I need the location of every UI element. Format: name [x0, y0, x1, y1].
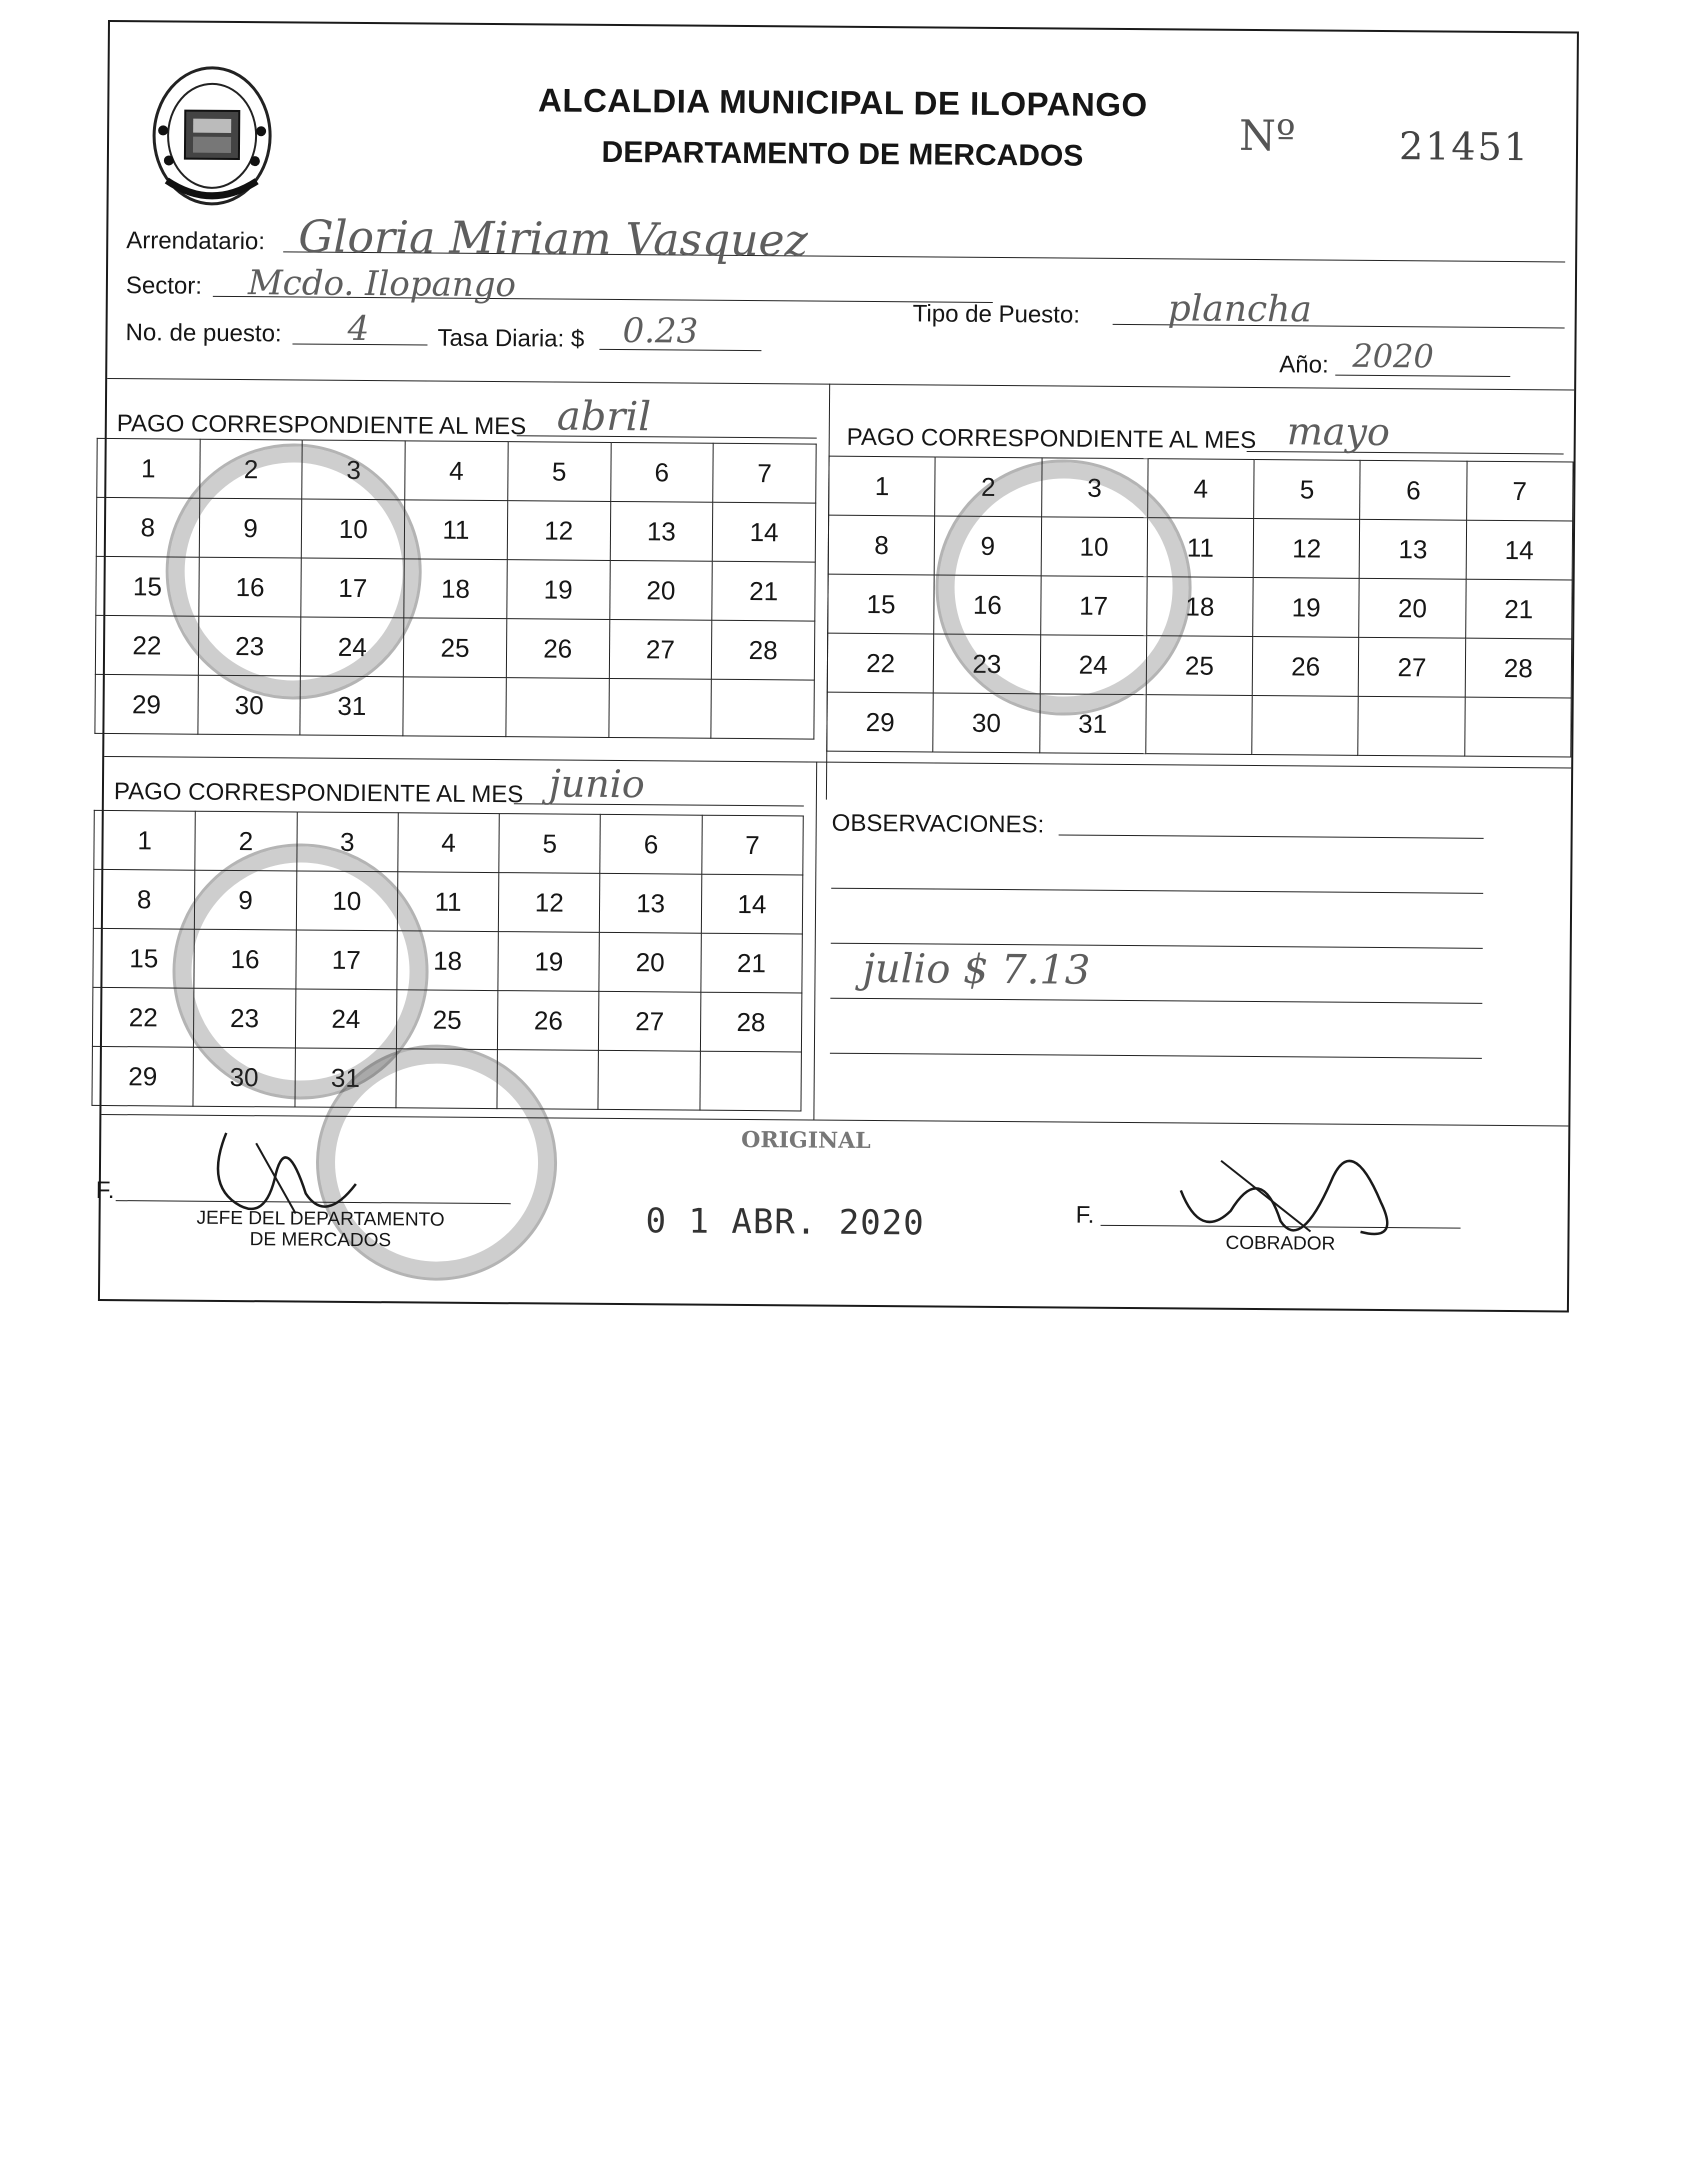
day-cell: 30 [198, 675, 301, 735]
day-cell: 12 [1253, 519, 1360, 579]
observaciones-line [830, 1053, 1482, 1059]
day-cell: 9 [934, 516, 1041, 576]
numero-puesto-value: 4 [347, 308, 370, 350]
day-cell: 21 [712, 561, 815, 621]
observaciones-label: OBSERVACIONES: [831, 809, 1045, 839]
day-cell: 7 [713, 443, 816, 503]
day-cell: 23 [194, 988, 296, 1048]
day-cell: 6 [610, 442, 713, 502]
day-cell: 18 [1147, 577, 1254, 637]
day-cell: 17 [295, 930, 397, 990]
office-title: ALCALDIA MUNICIPAL DE ILOPANGO [537, 81, 1148, 124]
day-cell: 4 [398, 813, 500, 873]
day-cell: 14 [712, 502, 815, 562]
day-cell: 15 [96, 556, 199, 616]
month-1-value: abril [556, 393, 652, 441]
day-cell: 19 [498, 932, 600, 992]
receipt-number-label: Nº [1238, 110, 1296, 161]
day-cell: 16 [934, 575, 1041, 635]
day-cell: 12 [498, 873, 600, 933]
date-stamp: 0 1 ABR. 2020 [645, 1201, 925, 1244]
day-cell: 1 [94, 810, 196, 870]
receipt-number: 21451 [1398, 124, 1531, 170]
day-cell: 29 [92, 1046, 194, 1106]
day-cell: 29 [95, 674, 198, 734]
day-cell: 10 [296, 871, 398, 931]
month-3-value: junio [548, 761, 645, 807]
day-cell: 11 [1147, 518, 1254, 578]
day-cell: 27 [609, 619, 712, 679]
day-cell: 9 [199, 498, 302, 558]
observaciones-line [1059, 834, 1484, 838]
empty-day-cell [608, 678, 711, 738]
day-cell: 22 [92, 987, 194, 1047]
empty-day-cell [711, 679, 814, 739]
day-cell: 20 [599, 932, 701, 992]
day-cell: 20 [609, 560, 712, 620]
day-cell: 5 [508, 442, 611, 502]
day-cell: 22 [827, 633, 934, 693]
day-cell: 12 [507, 501, 610, 561]
day-cell: 9 [195, 870, 297, 930]
ano-label: Año: [1279, 351, 1329, 379]
day-cell: 30 [193, 1047, 295, 1107]
day-cell: 15 [828, 574, 935, 634]
day-cell: 26 [506, 619, 609, 679]
empty-day-cell [1252, 696, 1359, 756]
receipt-form [95, 20, 1579, 1313]
day-cell: 2 [935, 457, 1042, 517]
empty-day-cell [506, 678, 609, 738]
sector-label: Sector: [125, 272, 203, 300]
day-cell: 2 [199, 439, 302, 499]
day-cell: 4 [405, 441, 508, 501]
day-cell: 7 [701, 815, 803, 875]
department-subtitle: DEPARTAMENTO DE MERCADOS [601, 135, 1084, 173]
ano-value: 2020 [1352, 336, 1434, 376]
day-cell: 30 [933, 693, 1040, 753]
numero-puesto-label: No. de puesto: [125, 319, 282, 348]
day-cell: 29 [827, 692, 934, 752]
day-cell: 8 [828, 515, 935, 575]
day-cell: 10 [302, 499, 405, 559]
day-cell: 24 [301, 617, 404, 677]
empty-day-cell [598, 1050, 700, 1110]
empty-day-cell [1358, 696, 1465, 756]
day-cell: 6 [1360, 460, 1467, 520]
day-cell: 26 [498, 991, 600, 1051]
day-cell: 14 [1466, 520, 1573, 580]
day-cell: 17 [301, 558, 404, 618]
day-cell: 16 [199, 557, 302, 617]
arrendatario-value: Gloria Miriam Vasquez [298, 211, 808, 267]
day-cell: 4 [1147, 459, 1254, 519]
day-cell: 19 [507, 560, 610, 620]
day-cell: 8 [96, 497, 199, 557]
jefe-title-line1: JEFE DEL DEPARTAMENTO [196, 1207, 445, 1231]
day-cell: 1 [829, 456, 936, 516]
day-cell: 17 [1040, 576, 1147, 636]
day-cell: 6 [600, 814, 702, 874]
month-2-value: mayo [1286, 409, 1391, 455]
day-cell: 24 [1040, 635, 1147, 695]
round-stamp [165, 442, 423, 700]
day-cell: 19 [1253, 578, 1360, 638]
sector-value: Mcdo. Ilopango [247, 263, 517, 306]
day-cell: 8 [93, 869, 195, 929]
empty-day-cell [1464, 697, 1571, 757]
month-1-label: PAGO CORRESPONDIENTE AL MES [116, 410, 527, 441]
day-cell: 31 [1039, 694, 1146, 754]
day-cell: 23 [198, 616, 301, 676]
tasa-diaria-value: 0.23 [622, 311, 699, 352]
day-cell: 27 [1359, 637, 1466, 697]
day-cell: 25 [396, 990, 498, 1050]
day-cell: 18 [404, 559, 507, 619]
day-cell: 7 [1466, 461, 1573, 521]
f-label-left: F. [95, 1176, 115, 1205]
cobrador-title: COBRADOR [1225, 1232, 1336, 1255]
day-cell: 28 [712, 620, 815, 680]
day-cell: 18 [397, 931, 499, 991]
day-cell: 11 [397, 872, 499, 932]
observaciones-line [831, 888, 1483, 894]
day-cell: 21 [701, 933, 803, 993]
day-cell: 5 [1254, 460, 1361, 520]
column-divider [813, 762, 817, 1120]
day-cell: 10 [1041, 517, 1148, 577]
cobrador-handwritten-signature [1160, 1120, 1421, 1252]
observaciones-note: julio $ 7.13 [862, 945, 1091, 994]
day-cell: 1 [97, 438, 200, 498]
section-divider [107, 378, 1574, 391]
day-cell: 25 [1146, 636, 1253, 696]
day-cell: 23 [934, 634, 1041, 694]
day-cell: 24 [295, 989, 397, 1049]
day-cell: 11 [404, 500, 507, 560]
day-cell: 13 [1360, 519, 1467, 579]
round-stamp [935, 459, 1193, 717]
day-cell: 22 [95, 615, 198, 675]
day-cell: 3 [1041, 458, 1148, 518]
observaciones-line [830, 998, 1482, 1004]
f-label-right: F. [1075, 1201, 1095, 1229]
month-3-label: PAGO CORRESPONDIENTE AL MES [113, 778, 524, 809]
day-cell: 25 [403, 618, 506, 678]
day-cell: 26 [1252, 637, 1359, 697]
day-cell: 15 [93, 928, 195, 988]
tipo-puesto-label: Tipo de Puesto: [912, 300, 1081, 329]
empty-day-cell [403, 677, 506, 737]
day-cell: 28 [700, 992, 802, 1052]
empty-day-cell [700, 1051, 802, 1111]
original-mark: ORIGINAL [741, 1127, 871, 1155]
tipo-puesto-value: plancha [1167, 288, 1312, 331]
day-cell: 2 [195, 811, 297, 871]
day-cell: 31 [295, 1048, 397, 1108]
month-2-label: PAGO CORRESPONDIENTE AL MES [846, 423, 1257, 455]
day-cell: 21 [1465, 579, 1572, 639]
day-cell: 13 [600, 873, 702, 933]
tasa-diaria-label: Tasa Diaria: $ [437, 324, 585, 353]
jefe-handwritten-signature [195, 1113, 396, 1235]
day-cell: 13 [610, 501, 713, 561]
empty-day-cell [1146, 695, 1253, 755]
day-cell: 3 [296, 812, 398, 872]
day-cell: 20 [1359, 578, 1466, 638]
day-cell: 14 [701, 874, 803, 934]
day-cell: 16 [194, 929, 296, 989]
day-cell: 3 [302, 440, 405, 500]
day-cell: 5 [499, 814, 601, 874]
jefe-title-line2: DE MERCADOS [249, 1229, 392, 1252]
day-cell: 27 [599, 991, 701, 1051]
arrendatario-label: Arrendatario: [126, 227, 266, 256]
section-divider [104, 756, 1571, 769]
day-cell: 31 [300, 676, 403, 736]
day-cell: 28 [1465, 638, 1572, 698]
